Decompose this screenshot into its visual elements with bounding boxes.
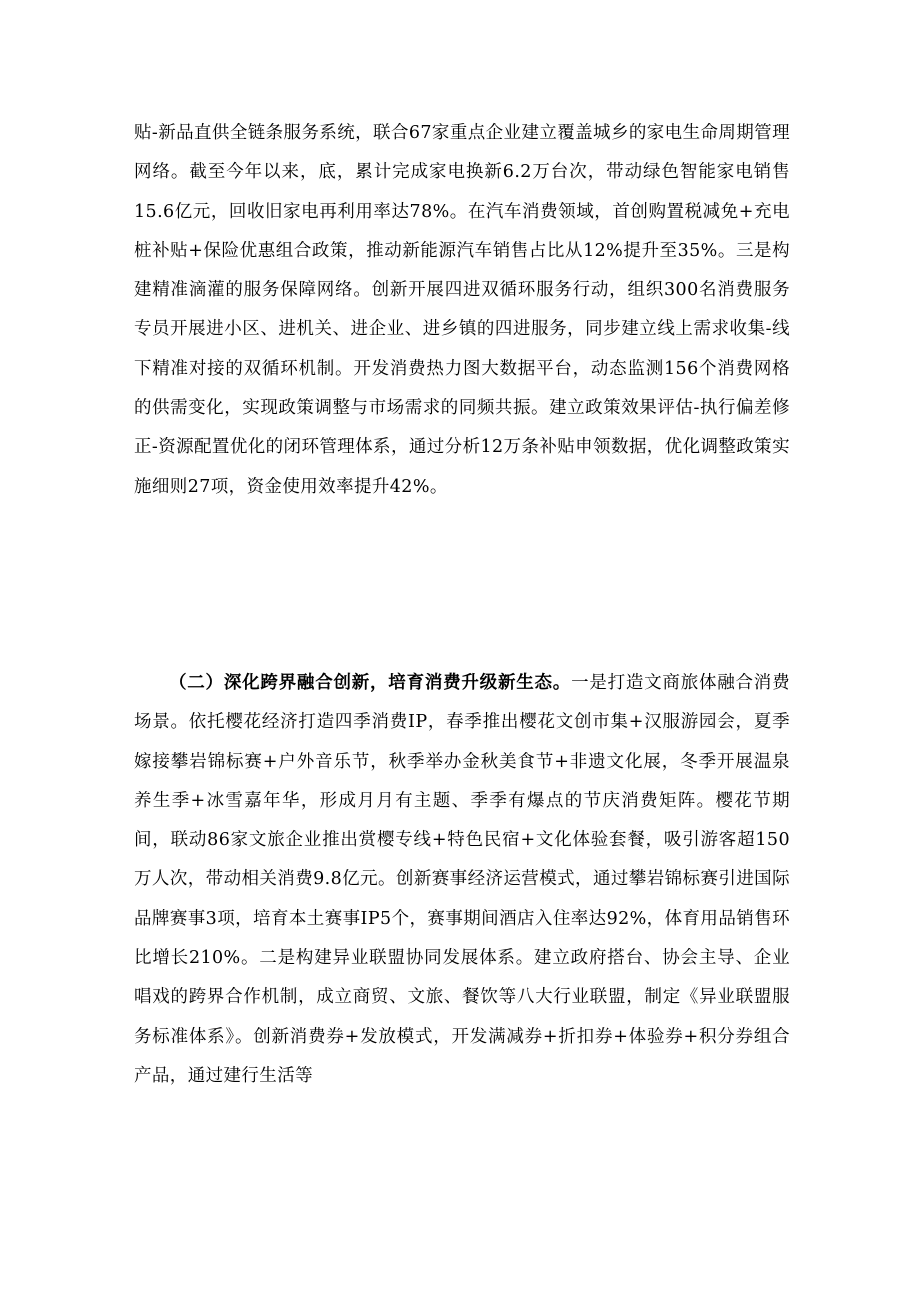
section-paragraph <box>134 664 790 1096</box>
paragraph-text: 一是打造文商旅体融合消费场景。依托樱花经济打造四季消费IP，春季推出樱花文创市集+汉服游园会，夏季嫁接攀岩锦标赛+户外音乐节，秋季举办金秋美食节+非遗文化展，冬季开展温泉养生季+冰雪嘉年华，形成月月有主题、季季有爆点的节庆消费矩阵。樱花节期间，联动86家文旅企业推出赏樱专线+特色民宿+文化体验套餐，吸引游客超150万人次，带动相关消费9.8亿元。创新赛事经济运营模式，通过攀岩锦标赛引进国际品牌赛事3项，培育本土赛事IP5个，赛事期间酒店入住率达92%，体育用品销售环比增长210%。二是构建异业联盟协同发展体系。建立政府搭台、协会主导、企业唱戏的跨界合作机制，成立商贸、文旅、餐饮等八大行业联盟，制定《异业联盟服务标准体系》。创新消费券+发放模式，开发满减券+折扣券+体验券+积分券组合产品，通过建行生活等 <box>134 673 790 1086</box>
section-heading: （二）深化跨界融合创新，培育消费升级新生态。 <box>169 673 572 693</box>
paragraph-text: 贴-新品直供全链条服务系统，联合67家重点企业建立覆盖城乡的家电生命周期管理网络。截至今年以来，底，累计完成家电换新6.2万台次，带动绿色智能家电销售15.6亿元，回收旧家电再利用率达78%。在汽车消费领域，首创购置税减免+充电桩补贴+保险优惠组合政策，推动新能源汽车销售占比从12%提升至35%。三是构建精准滴灌的服务保障网络。创新开展四进双循环服务行动，组织300名消费服务专员开展进小区、进机关、进企业、进乡镇的四进服务，同步建立线上需求收集-线下精准对接的双循环机制。开发消费热力图大数据平台，动态监测156个消费网格的供需变化，实现政策调整与市场需求的同频共振。建立政策效果评估-执行偏差修正-资源配置优化的闭环管理体系，通过分析12万条补贴申领数据，优化调整政策实施细则27项，资金使用效率提升42%。 <box>134 123 790 497</box>
body-paragraph <box>134 114 790 507</box>
